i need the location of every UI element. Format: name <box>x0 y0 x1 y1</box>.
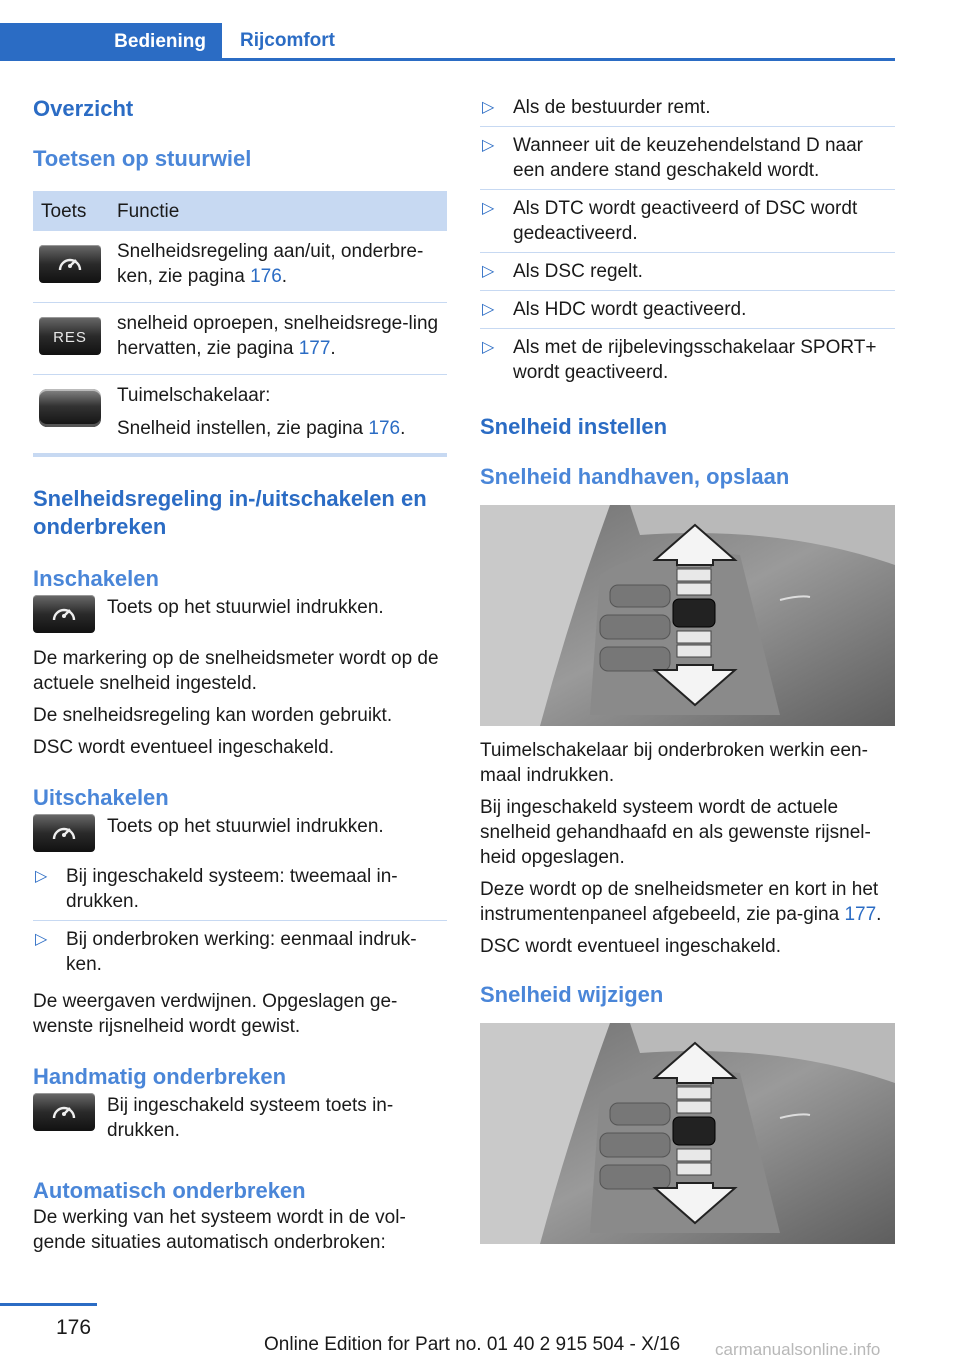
list-item <box>480 335 895 391</box>
row3-line1: Tuimelschakelaar: <box>117 385 271 406</box>
list-item <box>480 259 895 291</box>
list-item <box>480 95 895 127</box>
table-row <box>33 375 447 456</box>
subtitle-toetsen: Toetsen op stuurwiel <box>33 146 252 171</box>
tab-bediening[interactable]: Bediening <box>0 23 222 61</box>
inschakelen-p2: De snelheidsregeling kan worden gebruikt. <box>33 705 393 726</box>
list-item-text: Als HDC wordt geactiveerd. <box>513 299 747 320</box>
page-number-rule <box>0 1303 97 1306</box>
right-column <box>480 95 895 1244</box>
table-header-functie: Functie <box>109 191 447 231</box>
list-item-text: Als DSC regelt. <box>513 261 643 282</box>
page-link-177[interactable]: 177 <box>844 904 877 925</box>
table-cell-icon <box>33 303 109 375</box>
heading-handmatig: Handmatig onderbreken <box>33 1064 287 1089</box>
list-item-text: Wanneer uit de keuzehendelstand D naar een andere stand geschakeld wordt. <box>513 135 863 181</box>
cruise-control-button-icon <box>33 814 95 852</box>
top-tab-bar <box>0 23 895 61</box>
row1-text: Snelheidsregeling aan/uit, onderbre-ken, zie pagina <box>117 241 424 287</box>
cruise-control-button-icon <box>33 1093 95 1131</box>
steering-wheel-rocker-photo <box>480 1023 895 1244</box>
page-number: 176 <box>56 1316 92 1339</box>
table-cell-function <box>109 231 447 303</box>
list-item-text: Bij ingeschakeld systeem: tweemaal in-drukken. <box>66 866 398 912</box>
handhaven-p2: Bij ingeschakeld systeem wordt de actuele snelheid gehandhaafd en als gewenste rijsnel-heid opgeslagen. <box>480 797 871 868</box>
table-cell-function <box>109 375 447 456</box>
triangle-bullet-icon: ▷ <box>35 868 48 885</box>
keys-table <box>33 191 447 457</box>
inschakelen-p1: De markering op de snelheidsmeter wordt op de actuele snelheid ingesteld. <box>33 648 439 694</box>
handhaven-p3-text: Deze wordt op de snelheidsmeter en kort in het instrumentenpaneel afgebeeld, zie pa-gina <box>480 879 879 925</box>
automatisch-p1: De werking van het systeem wordt in de vol-gende situaties automatisch onderbroken: <box>33 1207 406 1253</box>
list-item-text: Als met de rijbelevingsschakelaar SPORT+ wordt geactiveerd. <box>513 337 877 383</box>
heading-snelheid-wijzigen: Snelheid wijzigen <box>480 982 664 1007</box>
table-cell-icon <box>33 375 109 456</box>
list-item <box>480 133 895 190</box>
cruise-control-button-icon <box>39 245 101 283</box>
page-link-176[interactable]: 176 <box>368 418 401 439</box>
page-link-176[interactable]: 176 <box>250 266 282 287</box>
res-button-icon <box>39 317 101 355</box>
inschakelen-p3: DSC wordt eventueel ingeschakeld. <box>33 737 335 758</box>
list-item <box>33 927 447 983</box>
uitschakelen-icon-text: Toets op het stuurwiel indrukken. <box>107 816 384 837</box>
uitschakelen-list <box>33 864 447 983</box>
uitschakelen-instruction <box>33 814 447 852</box>
table-header-toets: Toets <box>33 191 109 231</box>
heading-inschakelen: Inschakelen <box>33 566 159 591</box>
handhaven-p1: Tuimelschakelaar bij onderbroken werkin een-maal indrukken. <box>480 740 868 786</box>
triangle-bullet-icon: ▷ <box>482 99 495 116</box>
edition-footer: Online Edition for Part no. 01 40 2 915 504 - X/16 <box>264 1334 681 1355</box>
rocker-switch-icon <box>39 389 101 427</box>
res-label: RES <box>53 329 87 346</box>
list-item-text: Bij onderbroken werking: eenmaal indruk-ken. <box>66 929 417 975</box>
row2-text: snelheid oproepen, snelheidsrege-ling hervatten, zie pagina <box>117 313 439 359</box>
list-item <box>480 196 895 253</box>
cruise-control-button-icon <box>33 595 95 633</box>
heading-automatisch: Automatisch onderbreken <box>33 1178 306 1203</box>
row3-text: Snelheid instellen, zie pagina <box>117 418 369 439</box>
handmatig-instruction <box>33 1093 447 1143</box>
table-cell-function <box>109 303 447 375</box>
steering-wheel-rocker-photo <box>480 505 895 726</box>
handhaven-p3 <box>480 877 895 927</box>
row2-after: . <box>330 338 336 359</box>
triangle-bullet-icon: ▷ <box>482 301 495 318</box>
automatisch-list <box>480 95 895 391</box>
triangle-bullet-icon: ▷ <box>482 200 495 217</box>
triangle-bullet-icon: ▷ <box>482 339 495 356</box>
inschakelen-instruction <box>33 595 447 633</box>
row3-after: . <box>400 418 406 439</box>
handhaven-p3-after: . <box>876 904 882 925</box>
left-column <box>33 95 447 1255</box>
list-item <box>480 297 895 329</box>
list-item <box>33 864 447 921</box>
triangle-bullet-icon: ▷ <box>35 931 48 948</box>
table-row <box>33 303 447 375</box>
table-cell-icon <box>33 231 109 303</box>
triangle-bullet-icon: ▷ <box>482 263 495 280</box>
list-item-text: Als de bestuurder remt. <box>513 97 711 118</box>
list-item-text: Als DTC wordt geactiveerd of DSC wordt gedeactiveerd. <box>513 198 858 244</box>
page-link-177[interactable]: 177 <box>298 338 331 359</box>
tab-rijcomfort[interactable]: Rijcomfort <box>240 29 335 51</box>
heading-snelheid-handhaven: Snelheid handhaven, opslaan <box>480 464 790 489</box>
handhaven-p4: DSC wordt eventueel ingeschakeld. <box>480 936 782 957</box>
section-snelheid-instellen: Snelheid instellen <box>480 414 668 439</box>
handmatig-icon-text: Bij ingeschakeld systeem toets in-drukken. <box>107 1095 394 1141</box>
heading-uitschakelen: Uitschakelen <box>33 785 169 810</box>
triangle-bullet-icon: ▷ <box>482 137 495 154</box>
page-title: Overzicht <box>33 96 134 121</box>
uitschakelen-p1: De weergaven verdwijnen. Opgeslagen ge-wenste rijsnelheid wordt gewist. <box>33 991 398 1037</box>
tab-bar-rule <box>0 58 895 61</box>
watermark: carmanualsonline.info <box>715 1340 881 1359</box>
table-row <box>33 231 447 303</box>
section-inuitschakelen: Snelheidsregeling in-/uitschakelen en onderbreken <box>33 486 427 539</box>
inschakelen-icon-text: Toets op het stuurwiel indrukken. <box>107 597 384 618</box>
row1-after: . <box>281 266 288 287</box>
table-header-row <box>33 191 447 231</box>
